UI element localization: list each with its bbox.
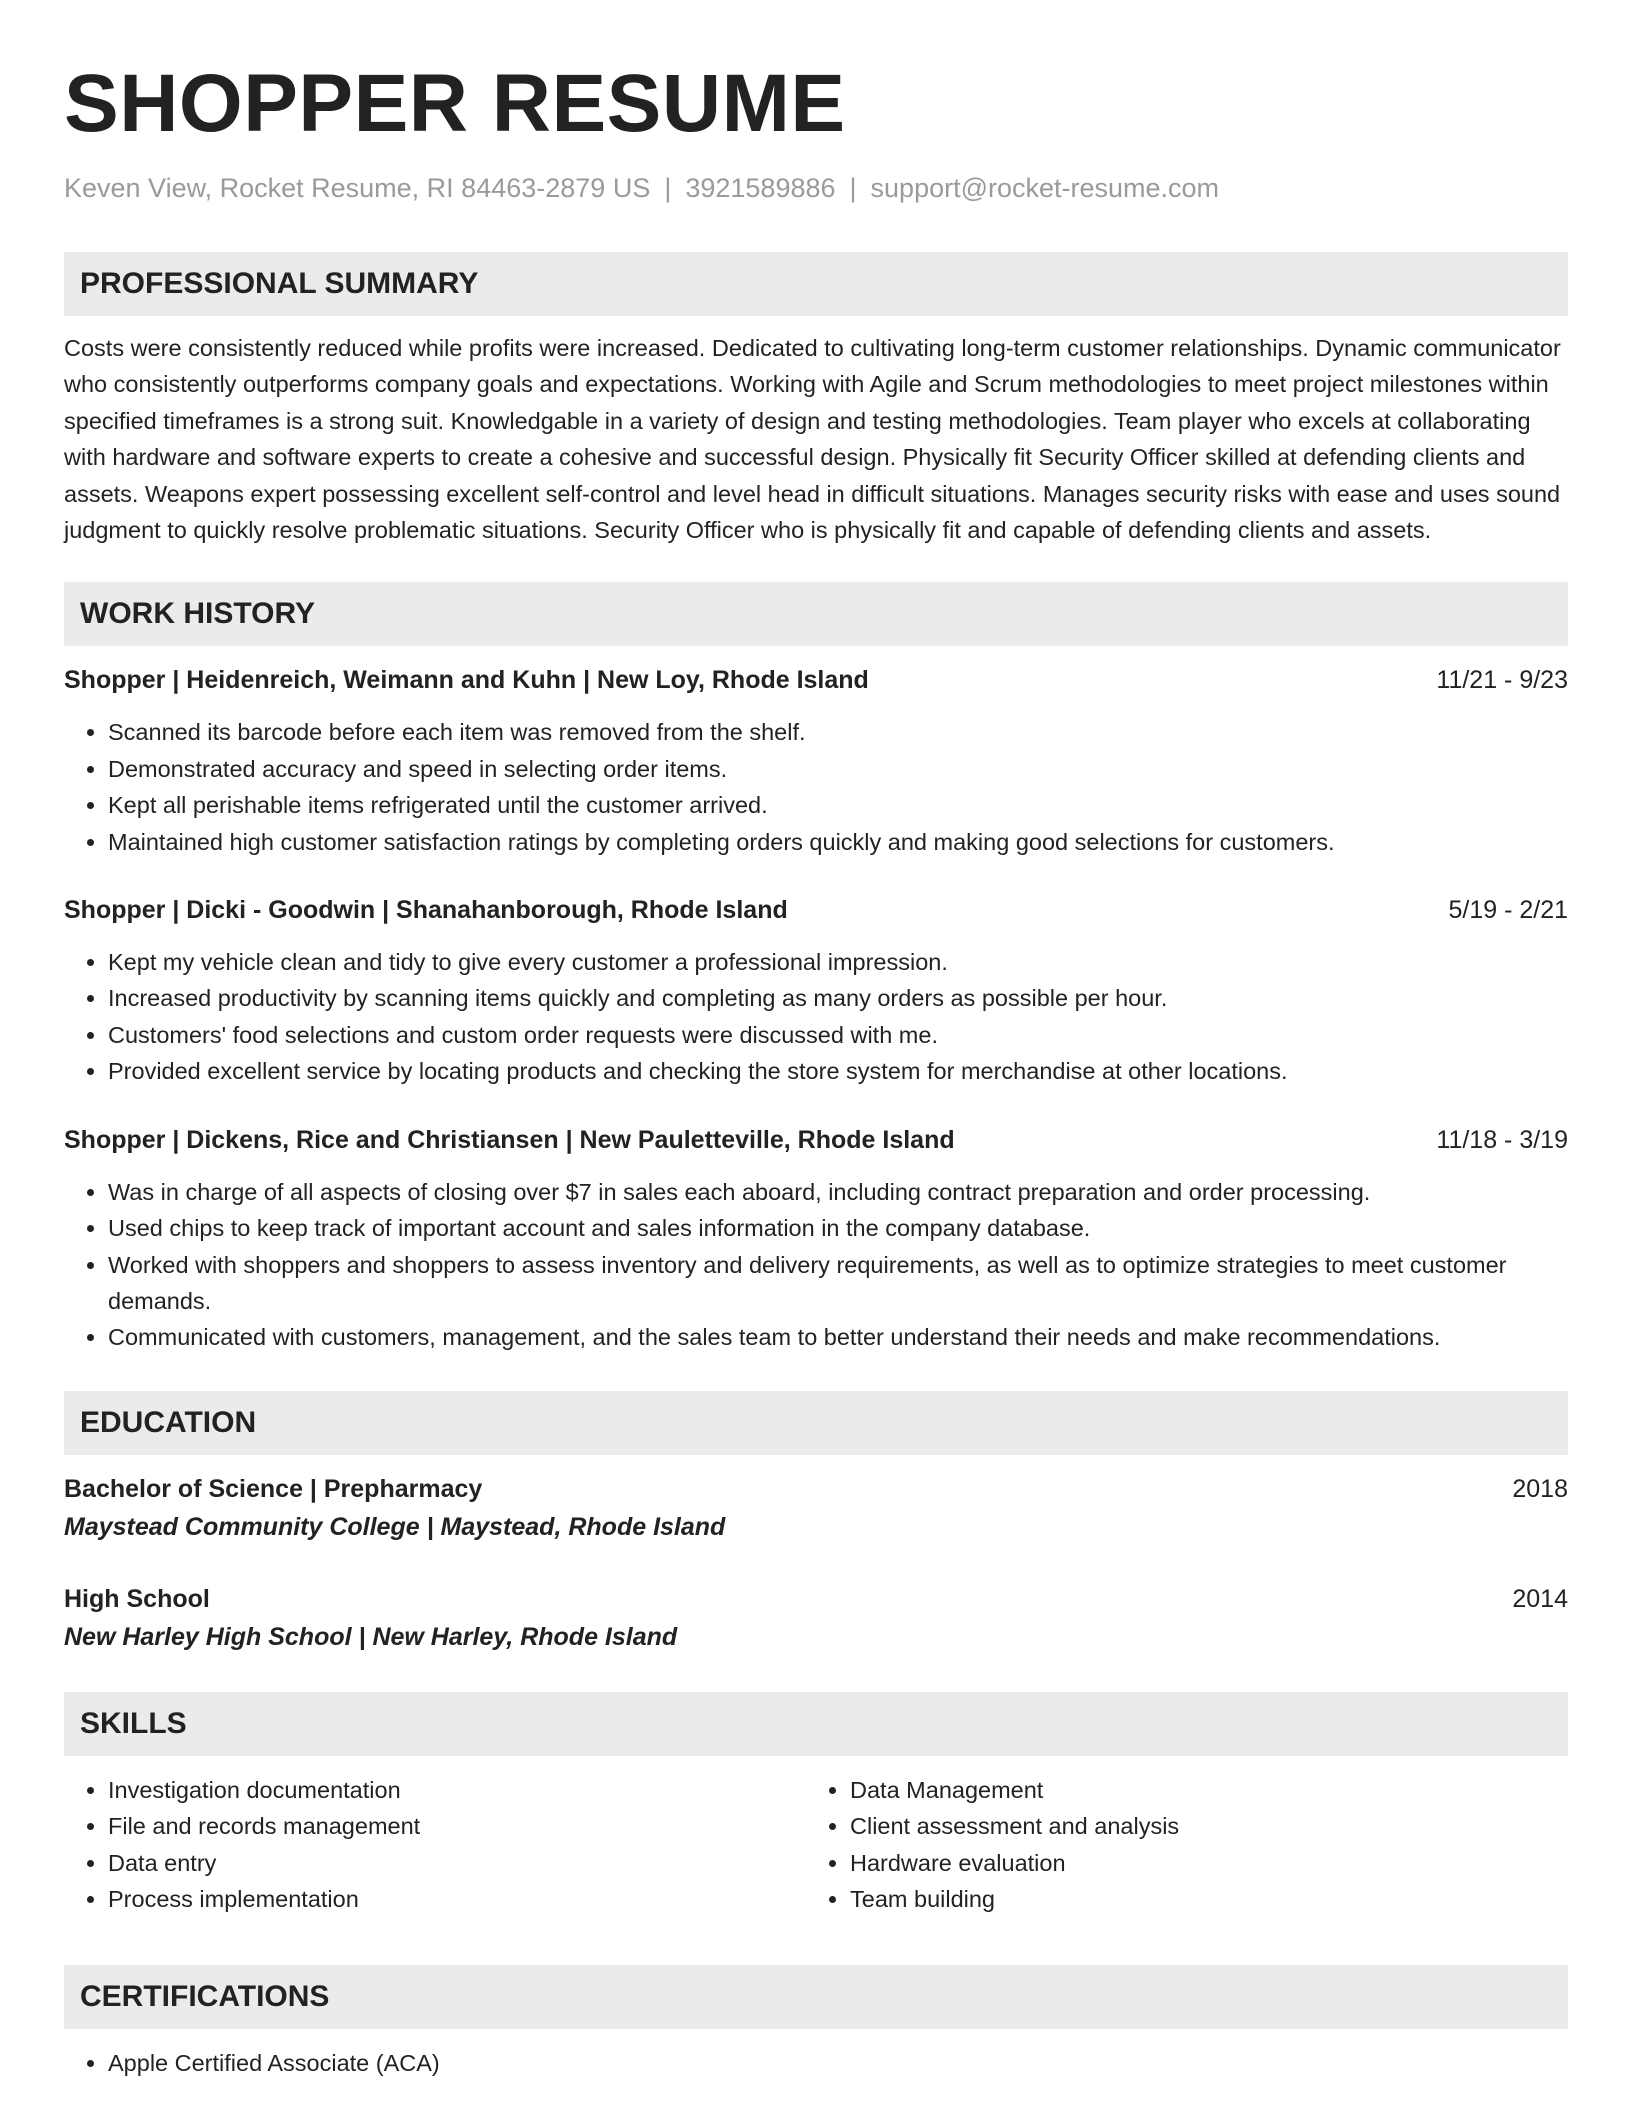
section-heading-work-history: WORK HISTORY [64,582,1568,646]
job-bullet: • Customers' food selections and custom order requests were discussed with me. [108,1017,1568,1053]
job-bullet: • Demonstrated accuracy and speed in selecting order items. [108,751,1568,787]
education-year: 2018 [1512,1474,1568,1503]
skill-item: • Process implementation [108,1881,806,1917]
education-school: New Harley High School | New Harley, Rhode Island [64,1622,678,1651]
job-entry [64,1122,1568,1356]
skill-item: • Team building [850,1881,1548,1917]
job-bullet: • Scanned its barcode before each item was removed from the shelf. [108,714,1568,750]
skill-item: • Data Management [850,1772,1548,1808]
education-school: Maystead Community College | Maystead, Rhode Island [64,1512,726,1541]
job-dates: 11/18 - 3/19 [1436,1125,1568,1154]
education-year: 2014 [1512,1584,1568,1613]
skills-list-right [806,1772,1548,1918]
contact-separator: | [664,173,672,203]
job-entry [64,892,1568,1090]
contact-line [64,170,1568,206]
job-bullet: • Kept my vehicle clean and tidy to give every customer a professional impression. [108,944,1568,980]
job-dates: 5/19 - 2/21 [1448,896,1568,925]
section-heading-certifications: CERTIFICATIONS [64,1965,1568,2029]
contact-email[interactable]: support@rocket-resume.com [870,173,1220,203]
section-heading-skills: SKILLS [64,1692,1568,1756]
section-heading-summary: PROFESSIONAL SUMMARY [64,252,1568,316]
job-entry [64,662,1568,860]
certifications-list [64,2045,1568,2081]
job-bullet: • Maintained high customer satisfaction ratings by completing orders quickly and making good selections for customers. [108,824,1568,860]
contact-phone: 3921589886 [685,173,836,203]
resume-title: SHOPPER RESUME [64,58,846,149]
job-header [64,892,1568,928]
job-bullet: • Provided excellent service by locating products and checking the store system for merchandise at other locations. [108,1053,1568,1089]
job-title: Shopper | Dicki - Goodwin | Shanahanborough, Rhode Island [64,896,788,925]
job-header [64,1122,1568,1158]
education-entry [64,1471,1568,1545]
certification-item: • Apple Certified Associate (ACA) [108,2045,1568,2081]
education-degree: Bachelor of Science | Prepharmacy [64,1474,483,1503]
contact-address: Keven View, Rocket Resume, RI 84463-2879 US [64,173,651,203]
section-heading-education: EDUCATION [64,1391,1568,1455]
contact-separator: | [849,173,857,203]
education-header [64,1471,1568,1507]
summary-text: Costs were consistently reduced while profits were increased. Dedicated to cultivating long-term customer relationships. Dynamic communicator who consistently outperforms company goals and expectations. Working with Agile and Scrum methodologies to meet project milestones within specified timeframes is a strong suit. Knowledgable in a variety of design and testing methodologies. Team player who excels at collaborating with hardware and software experts to create a cohesive and successful design. Physically fit Security Officer skilled at defending clients and assets. Weapons expert possessing excellent self-control and level head in difficult situations. Manages security risks with ease and uses sound judgment to quickly resolve problematic situations. Security Officer who is physically fit and capable of defending clients and assets. [64,335,1561,544]
job-bullets [64,714,1568,860]
job-bullet: • Communicated with customers, management, and the sales team to better understand their needs and make recommendations. [108,1319,1568,1355]
job-header [64,662,1568,698]
job-title: Shopper | Heidenreich, Weimann and Kuhn | New Loy, Rhode Island [64,666,869,695]
job-dates: 11/21 - 9/23 [1436,666,1568,695]
skill-item: • File and records management [108,1808,806,1844]
education-entry [64,1581,1568,1655]
skill-item: • Hardware evaluation [850,1845,1548,1881]
skill-item: • Data entry [108,1845,806,1881]
skills-columns [64,1772,1568,1918]
education-header [64,1581,1568,1617]
job-bullets [64,1174,1568,1356]
job-bullet: • Was in charge of all aspects of closing over $7 in sales each aboard, including contract preparation and order processing. [108,1174,1568,1210]
job-title: Shopper | Dickens, Rice and Christiansen | New Pauletteville, Rhode Island [64,1125,955,1154]
skills-list-left [64,1772,806,1918]
skill-item: • Client assessment and analysis [850,1808,1548,1844]
job-bullet: • Increased productivity by scanning items quickly and completing as many orders as possible per hour. [108,980,1568,1016]
skill-item: • Investigation documentation [108,1772,806,1808]
education-degree: High School [64,1584,210,1613]
job-bullet: • Kept all perishable items refrigerated until the customer arrived. [108,787,1568,823]
job-bullets [64,944,1568,1090]
job-bullet: • Used chips to keep track of important account and sales information in the company database. [108,1210,1568,1246]
job-bullet: • Worked with shoppers and shoppers to assess inventory and delivery requirements, as well as to optimize strategies to meet customer demands. [108,1247,1568,1320]
